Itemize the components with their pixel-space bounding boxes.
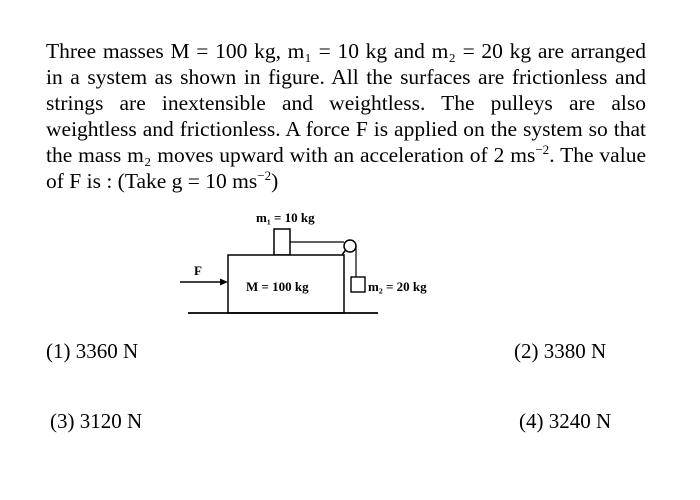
option-2[interactable]: (2) 3380 N bbox=[514, 339, 607, 363]
pulley-diagram bbox=[170, 200, 490, 330]
question-text bbox=[46, 38, 646, 194]
question-body: Three masses M = 100 kg, m₁ = 10 kg and m₂ = 20 kg are arranged in a system as shown in figure. All the surfaces are frictionless and strings are inextensible and weightless. The pulleys are also weightless and frictionless. A force F is applied on the system so that the mass m₂ moves upward with an acceleration of 2 ms bbox=[46, 39, 646, 167]
question-end: ) bbox=[271, 169, 279, 193]
acceleration-exponent: −2 bbox=[535, 141, 550, 157]
force-label: F bbox=[194, 263, 202, 278]
option-3[interactable]: (3) 3120 N bbox=[50, 409, 143, 433]
pulley-diagram-svg bbox=[170, 200, 490, 330]
force-arrow-head bbox=[220, 279, 228, 286]
m2-block bbox=[351, 277, 365, 292]
M-label: M = 100 kg bbox=[246, 279, 309, 294]
option-1[interactable]: (1) 3360 N bbox=[46, 339, 139, 363]
gravity-exponent: −2 bbox=[257, 167, 272, 183]
question-mid: . The value of F is : (Take g = 10 ms bbox=[46, 143, 646, 193]
m2-label: m₂ = 20 kg bbox=[368, 279, 427, 294]
pulley-wheel bbox=[344, 240, 356, 252]
option-4[interactable]: (4) 3240 N bbox=[519, 409, 612, 433]
m1-label: m₁ = 10 kg bbox=[256, 210, 315, 225]
m1-block bbox=[274, 229, 290, 255]
